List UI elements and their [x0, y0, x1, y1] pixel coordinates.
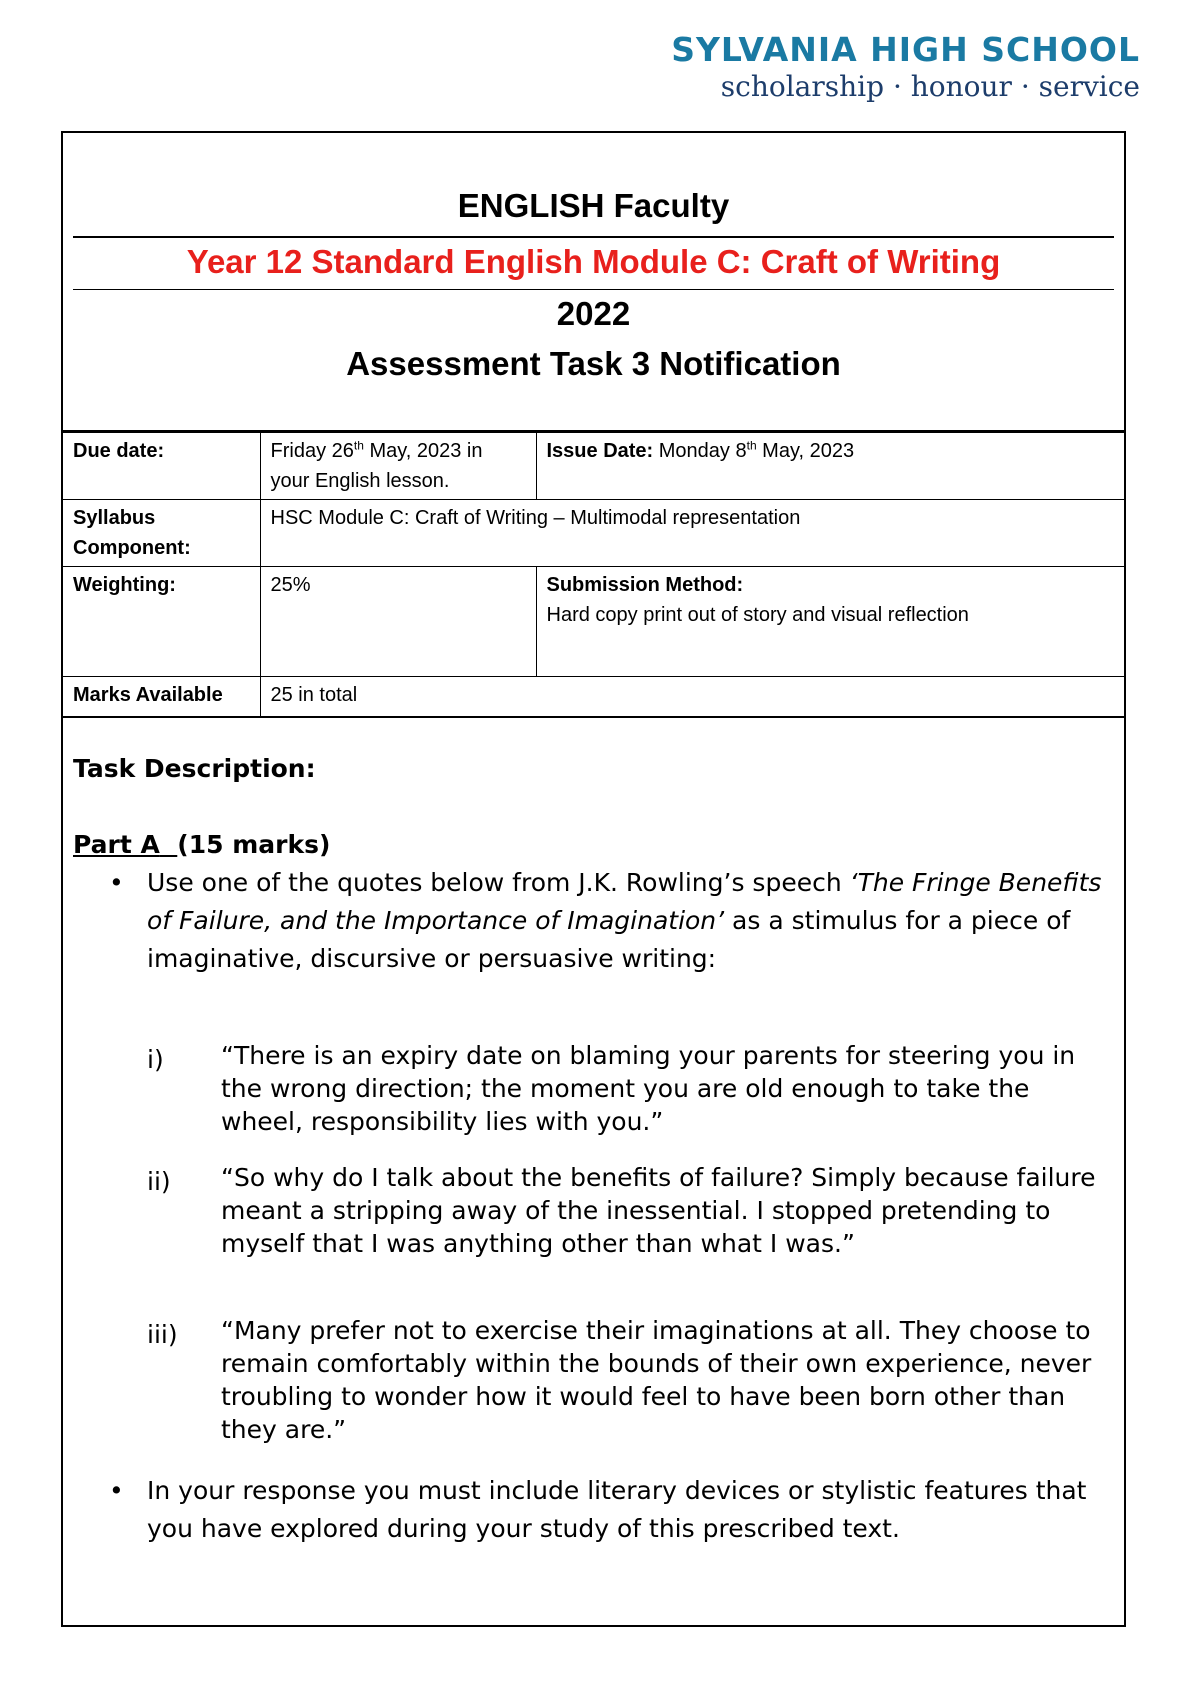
submission-value: Hard copy print out of story and visual reflection — [546, 604, 969, 626]
notification-title: Assessment Task 3 Notification — [346, 345, 841, 382]
school-name: SYLVANIA HIGH SCHOOL — [671, 30, 1140, 69]
bullet-stimulus — [147, 864, 1107, 978]
header-divider — [73, 236, 1114, 238]
due-date-suffix: th — [353, 438, 364, 453]
due-date-value — [260, 433, 536, 500]
issue-date-rest: May, 2023 — [756, 440, 855, 462]
issue-date-suffix: th — [746, 438, 757, 453]
submission-label: Submission Method: — [546, 574, 744, 596]
faculty-title: ENGLISH Faculty — [457, 187, 730, 224]
school-motto: scholarship · honour · service — [720, 70, 1140, 103]
task-heading: Task Description: — [73, 753, 316, 783]
bullet-stimulus-intro: Use one of the quotes below from J.K. Rowling’s speech — [147, 867, 850, 897]
issue-date-label: Issue Date: — [546, 440, 654, 462]
quote-number: iii) — [147, 1319, 178, 1349]
speech-title: ‘The Fringe Benefits of Failure, and the Importance of Imagination’ — [147, 867, 1102, 935]
quote-text: “Many prefer not to exercise their imaginations at all. They choose to remain comfortably within the bounds of their own experience, never troubling to wonder how it would feel to have been born other than they are.” — [221, 1315, 1092, 1444]
school-logo — [671, 30, 1140, 104]
quote-text: “There is an expiry date on blaming your parents for steering you in the wrong direction; the moment you are old enough to take the wheel, responsibility lies with you.” — [221, 1040, 1076, 1136]
due-date-label: Due date: — [63, 433, 260, 500]
bullet-icon: • — [109, 1475, 124, 1505]
submission-cell — [536, 567, 1124, 677]
weighting-value: 25% — [260, 567, 536, 677]
syllabus-value: HSC Module C: Craft of Writing – Multimodal representation — [260, 500, 1124, 567]
quote-number: i) — [147, 1044, 164, 1074]
task-year: 2022 — [556, 295, 631, 332]
module-title: Year 12 Standard English Module C: Craft of Writing — [186, 243, 1001, 280]
table-row — [63, 500, 1124, 567]
table-row — [63, 677, 1124, 717]
marks-label: Marks Available — [63, 677, 260, 717]
part-a-marks: (15 marks) — [177, 829, 331, 859]
table-row — [63, 567, 1124, 677]
issue-date-cell — [536, 433, 1124, 500]
issue-date-day: Monday 8 — [653, 440, 747, 462]
notification-frame — [61, 131, 1126, 1627]
quote-number: ii) — [147, 1166, 171, 1196]
weighting-label: Weighting: — [63, 567, 260, 677]
task-info-table — [63, 432, 1124, 718]
syllabus-label: Syllabus Component: — [63, 500, 260, 567]
quote-text: “So why do I talk about the benefits of failure? Simply because failure meant a stripping away of the inessential. I stopped pretending to myself that I was anything other than what I was.” — [221, 1162, 1096, 1258]
due-date-day: Friday 26 — [270, 440, 354, 462]
bullet-requirement: In your response you must include literary devices or stylistic features that you have explored during your study of this prescribed text. — [147, 1475, 1087, 1543]
part-a-label: Part A — [73, 829, 160, 859]
due-date-rest: May, 2023 in your English lesson. — [270, 440, 483, 492]
bullet-icon: • — [109, 867, 124, 897]
part-a-heading — [73, 826, 330, 864]
bullet-stimulus-rest: as a stimulus for a piece of imaginative, discursive or persuasive writing: — [147, 905, 1071, 973]
header-divider — [73, 289, 1114, 290]
marks-value: 25 in total — [260, 677, 1124, 717]
table-row — [63, 433, 1124, 500]
notification-header — [63, 133, 1124, 432]
